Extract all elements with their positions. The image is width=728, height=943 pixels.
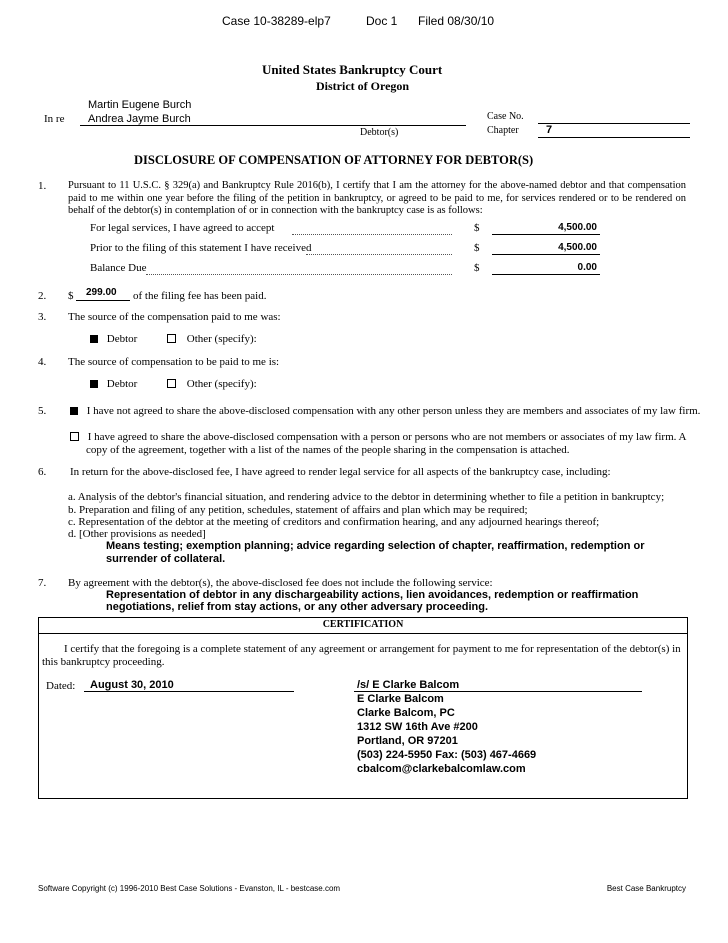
section-6-other-provisions-2: surrender of collateral. — [106, 553, 226, 565]
fee-row-amount-3: 0.00 — [577, 262, 597, 273]
section-5-shared-text: I have agreed to share the above-disclosed compensation with a person or persons who are not members or associates of my law firm. A — [87, 431, 687, 443]
dot-leader — [306, 254, 452, 255]
checked-checkbox-icon — [90, 335, 98, 343]
section-7-excluded-2: negotiations, relief from stay actions, or any other adversary proceeding. — [106, 601, 489, 613]
chapter-field — [538, 137, 690, 138]
section-3-number: 3. — [38, 311, 47, 323]
dated-value: August 30, 2010 — [90, 679, 174, 691]
attorney-phone: (503) 224-5950 Fax: (503) 467-4669 — [357, 749, 537, 761]
fee-row-amount-2: 4,500.00 — [558, 242, 597, 253]
fee-row-field-1 — [492, 234, 600, 235]
section-3-debtor-label: Debtor — [106, 333, 138, 345]
section-1-number: 1. — [38, 180, 47, 192]
attorney-email: cbalcom@clarkebalcomlaw.com — [357, 763, 526, 775]
attorney-firm: Clarke Balcom, PC — [357, 707, 455, 719]
dated-label: Dated: — [46, 680, 76, 692]
document-title: DISCLOSURE OF COMPENSATION OF ATTORNEY FOR DEBTOR(S) — [134, 153, 534, 167]
fee-row-currency-2: $ — [474, 242, 480, 254]
case-no-field — [538, 123, 690, 124]
fee-row-field-2 — [492, 254, 600, 255]
case-stamp: Case 10-38289-elp7 — [222, 14, 331, 28]
section-6-item-a: a. Analysis of the debtor's financial situation, and rendering advice to the debtor in determining whether to file a petition in bankruptcy; — [68, 491, 665, 503]
filing-fee-currency: $ — [68, 290, 74, 302]
debtor-name-1: Martin Eugene Burch — [88, 99, 192, 111]
fee-row-currency-1: $ — [474, 222, 480, 234]
debtor-underline — [80, 125, 466, 126]
fee-row-label-1: For legal services, I have agreed to accept — [90, 222, 275, 234]
section-6-other-provisions-1: Means testing; exemption planning; advice regarding selection of chapter, reaffirmation, redemption or — [106, 540, 645, 552]
checked-checkbox-icon — [70, 407, 78, 415]
footer-copyright: Software Copyright (c) 1996-2010 Best Case Solutions - Evanston, IL - bestcase.com — [38, 884, 341, 893]
dot-leader — [292, 234, 452, 235]
section-4-other-label: Other (specify): — [186, 378, 257, 390]
attorney-address-1: 1312 SW 16th Ave #200 — [357, 721, 478, 733]
attorney-name: E Clarke Balcom — [357, 693, 444, 705]
fee-row-label-2: Prior to the filing of this statement I have received — [90, 242, 312, 254]
filing-fee-field — [76, 300, 130, 301]
section-3-other-label: Other (specify): — [186, 333, 257, 345]
section-5-option-shared[interactable] — [70, 431, 686, 443]
court-name: United States Bankruptcy Court — [262, 62, 443, 77]
section-7-excluded-1: Representation of debtor in any dischargeability actions, lien avoidances, redemption or reaffirmation — [106, 589, 639, 601]
certification-heading: CERTIFICATION — [322, 619, 404, 630]
section-4-debtor-label: Debtor — [106, 378, 138, 390]
in-re-label: In re — [44, 113, 65, 125]
certification-text-1: I certify that the foregoing is a complete statement of any agreement or arrangement for payment to me for representation of the debtor(s) in — [64, 643, 681, 655]
section-4-other-option[interactable] — [167, 378, 257, 390]
section-5-not-shared-text: I have not agreed to share the above-disclosed compensation with any other person unless they are members and associates of my law firm. — [86, 405, 701, 417]
section-2-number: 2. — [38, 290, 47, 302]
chapter-value: 7 — [546, 124, 553, 136]
fee-row-currency-3: $ — [474, 262, 480, 274]
section-6-number: 6. — [38, 466, 47, 478]
section-1-text: Pursuant to 11 U.S.C. § 329(a) and Bankruptcy Rule 2016(b), I certify that I am the attorney for the above-named debtor and that compensation paid to me within one year before the filing of the petition in bankruptcy, or agreed to be paid to me, for services rendered or to be rendered on behalf of the debtor(s) in contemplation of or in connection with the bankruptcy case is as follows: — [68, 180, 686, 216]
section-3-debtor-option[interactable] — [90, 333, 137, 345]
filing-fee-amount: 299.00 — [86, 287, 117, 298]
section-5-shared-text-cont: copy of the agreement, together with a list of the names of the people sharing in the compensation is attached. — [86, 444, 570, 456]
fee-row-amount-1: 4,500.00 — [558, 222, 597, 233]
filing-fee-text: of the filing fee has been paid. — [133, 290, 267, 302]
filed-stamp: Filed 08/30/10 — [418, 14, 495, 28]
debtors-label: Debtor(s) — [360, 127, 399, 138]
section-5-option-not-shared[interactable] — [70, 405, 700, 417]
unchecked-checkbox-icon — [167, 379, 176, 388]
section-4-text: The source of compensation to be paid to me is: — [68, 356, 280, 368]
section-4-debtor-option[interactable] — [90, 378, 137, 390]
dated-field — [84, 691, 294, 692]
dot-leader — [146, 274, 452, 275]
section-6-item-c: c. Representation of the debtor at the meeting of creditors and confirmation hearing, and any adjourned hearings thereof; — [68, 516, 600, 528]
chapter-label: Chapter — [487, 125, 519, 136]
certification-text-2: this bankruptcy proceeding. — [42, 656, 165, 668]
footer-product: Best Case Bankruptcy — [606, 884, 686, 893]
section-6-item-d: d. [Other provisions as needed] — [68, 528, 206, 540]
checked-checkbox-icon — [90, 380, 98, 388]
unchecked-checkbox-icon — [167, 334, 176, 343]
section-4-number: 4. — [38, 356, 47, 368]
unchecked-checkbox-icon — [70, 432, 79, 441]
section-5-number: 5. — [38, 405, 47, 417]
debtor-name-2: Andrea Jayme Burch — [88, 113, 191, 125]
section-3-text: The source of the compensation paid to me was: — [68, 311, 281, 323]
case-no-label: Case No. — [487, 111, 524, 122]
signature-line — [354, 691, 642, 692]
section-6-text: In return for the above-disclosed fee, I have agreed to render legal service for all aspects of the bankruptcy case, including: — [70, 466, 611, 478]
section-7-text: By agreement with the debtor(s), the above-disclosed fee does not include the following service: — [68, 577, 493, 589]
fee-row-field-3 — [492, 274, 600, 275]
attorney-signature: /s/ E Clarke Balcom — [357, 679, 460, 691]
section-7-number: 7. — [38, 577, 47, 589]
attorney-address-2: Portland, OR 97201 — [357, 735, 458, 747]
certification-header-bar — [39, 618, 687, 634]
section-3-other-option[interactable] — [167, 333, 257, 345]
fee-row-label-3: Balance Due — [90, 262, 147, 274]
district-name: District of Oregon — [316, 79, 410, 93]
doc-stamp: Doc 1 — [366, 14, 398, 28]
section-6-item-b: b. Preparation and filing of any petition, schedules, statement of affairs and plan which may be required; — [68, 504, 528, 516]
